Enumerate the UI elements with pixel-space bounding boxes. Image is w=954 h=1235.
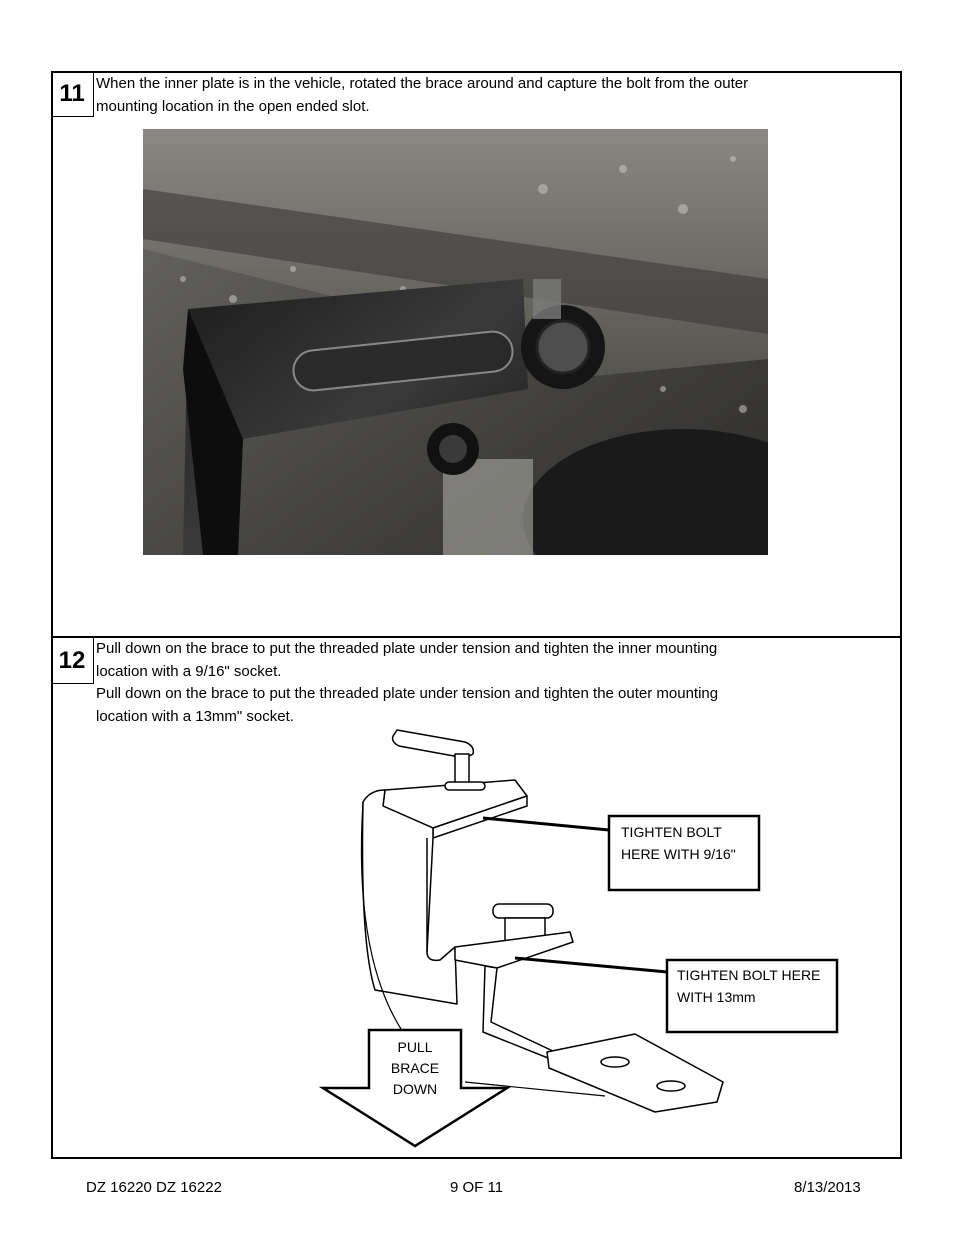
step-12-number: 12 xyxy=(51,638,94,684)
footer-part-numbers: DZ 16220 DZ 16222 xyxy=(86,1179,222,1196)
footer-date: 8/13/2013 xyxy=(794,1179,861,1196)
step-12-text xyxy=(96,638,836,728)
arrow-line-3: DOWN xyxy=(392,1081,438,1097)
callout-inner-line-1: TIGHTEN BOLT xyxy=(621,824,722,840)
callout-outer-line-2: WITH 13mm xyxy=(677,989,756,1005)
brace-diagram-svg xyxy=(315,722,855,1152)
step-11-line-1: When the inner plate is in the vehicle, rotated the brace around and capture the bolt from the outer xyxy=(96,75,749,92)
step-12-line-1: Pull down on the brace to put the threaded plate under tension and tighten the inner mounting xyxy=(96,640,718,657)
footer-page-number: 9 OF 11 xyxy=(450,1179,504,1196)
step-11-text xyxy=(96,73,836,118)
callout-outer-line-1: TIGHTEN BOLT HERE xyxy=(677,967,821,983)
callout-inner-line-2: HERE WITH 9/16" xyxy=(621,846,736,862)
brace-diagram xyxy=(315,722,855,1152)
step-11-line-2: mounting location in the open ended slot. xyxy=(96,97,370,115)
vehicle-brace-photo xyxy=(143,129,768,555)
photo-illustration xyxy=(143,129,768,555)
step-12-line-3: Pull down on the brace to put the threaded plate under tension and tighten the outer mounting xyxy=(96,685,719,702)
step-12-line-2: location with a 9/16" socket. xyxy=(96,662,282,680)
step-12-line-4: location with a 13mm" socket. xyxy=(96,707,294,725)
arrow-line-2: BRACE xyxy=(390,1060,440,1076)
arrow-line-1: PULL xyxy=(397,1039,433,1055)
step-11-number: 11 xyxy=(51,71,94,117)
